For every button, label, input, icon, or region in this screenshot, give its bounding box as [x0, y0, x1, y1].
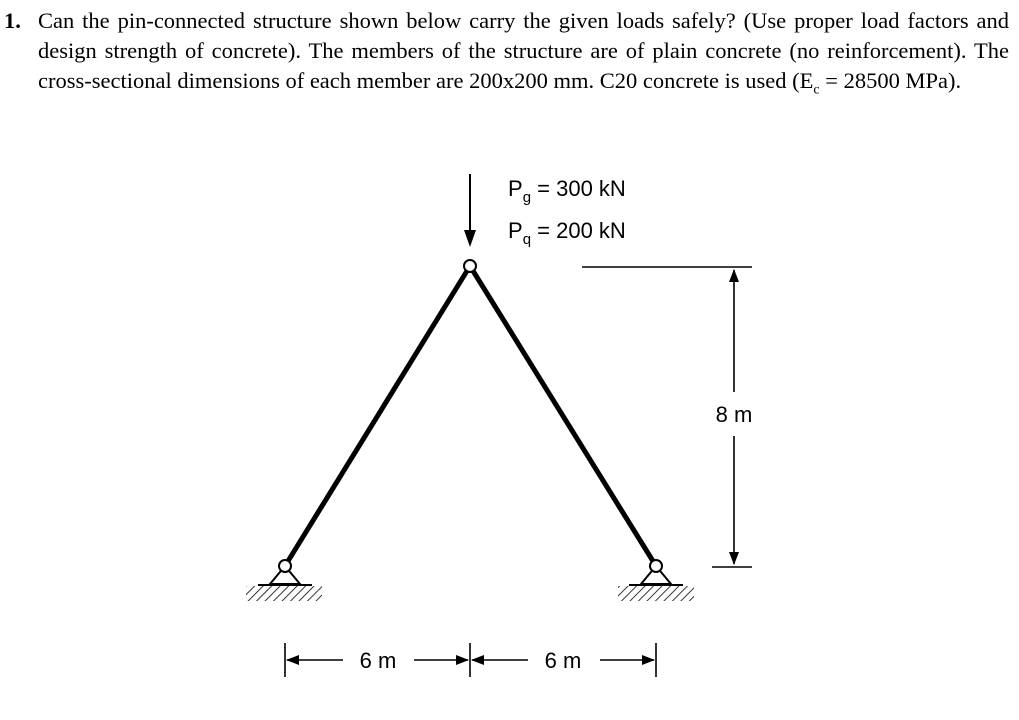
ec-subscript: c	[813, 82, 820, 98]
load-arrow	[464, 174, 476, 247]
right-member	[470, 266, 656, 566]
height-label: 8 m	[715, 402, 753, 427]
left-pin-support	[246, 560, 322, 601]
problem-number: 1.	[4, 8, 21, 33]
span-left-label: 6 m	[359, 648, 397, 673]
span-dimension	[285, 643, 656, 677]
problem-text-part1: Can the pin-connected structure shown below carry the given loads safely? (Use proper load factors and design strength of concrete). The members of the structure are of plain concrete (no reinforcement). The cross-sectional dimensions of each member are 200x200 mm. C20 concrete is used (E	[38, 8, 1009, 93]
problem-text-part2: = 28500 MPa).	[819, 68, 962, 93]
right-pin-support	[618, 560, 694, 601]
span-right-label: 6 m	[544, 648, 582, 673]
load-g-label: $P_g = 300$ kN	[508, 176, 626, 206]
load-q-label: $P_q = 200$ kN	[508, 218, 626, 248]
top-pin	[464, 260, 476, 272]
left-member	[285, 266, 470, 566]
